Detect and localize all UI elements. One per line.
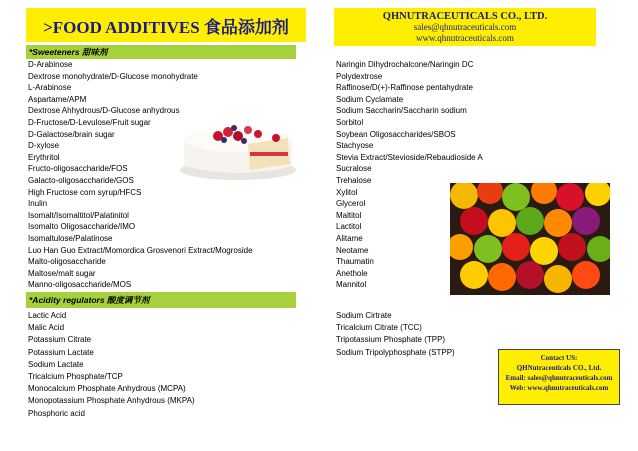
list-item: Fructo-oligosaccharide/FOS <box>28 164 128 174</box>
list-item: Sorbitol <box>336 117 364 127</box>
list-item: Stevia Extract/Stevioside/Rebaudioside A <box>336 152 483 162</box>
list-item: Lactitol <box>336 222 362 232</box>
list-item: Galacto-oligosaccharide/GOS <box>28 175 134 185</box>
list-item: Potassium Lactate <box>28 347 94 357</box>
list-item: D-Arabinose <box>28 60 73 69</box>
list-item: Aspartame/APM <box>28 94 87 104</box>
list-item: Malto-oligosaccharide <box>28 257 106 267</box>
list-item: Sodium Saccharin/Saccharin sodium <box>336 106 467 116</box>
list-item: Phosphoric acid <box>28 408 85 418</box>
list-item: Mannitol <box>336 280 367 290</box>
list-item: Alitame <box>336 233 363 243</box>
list-item: Tricalcium Citrate (TCC) <box>336 323 422 333</box>
list-item: Dextrose Ahhydrous/D-Glucose anhydrous <box>28 106 180 116</box>
header-title-banner <box>26 8 306 42</box>
company-email: sales@qhnutraceuticals.com <box>413 22 517 32</box>
list-item: Isomaltulose/Palatinose <box>28 233 113 243</box>
contact-box <box>498 349 620 405</box>
list-item: Isomalto Oligosaccharide/IMO <box>28 222 136 232</box>
list-item: Sodium Tripolyphosphate (STPP) <box>336 347 455 357</box>
candy-photo <box>450 183 610 295</box>
contact-website: Web: www.qhnutraceuticals.com <box>509 384 609 392</box>
list-item: D-xylose <box>28 141 60 151</box>
list-item: D-Fructose/D-Levulose/Fruit sugar <box>28 117 151 127</box>
list-item: Raffinose/D(+)-Raffinose pentahydrate <box>336 83 473 93</box>
list-item: Lactic Acid <box>28 311 67 320</box>
company-header-banner <box>334 8 596 46</box>
list-item: D-Galactose/brain sugar <box>28 129 115 139</box>
contact-title: Contact US: <box>540 354 578 362</box>
list-item: Naringin Dihydrochalcone/Naringin DC <box>336 60 474 69</box>
list-item: High Fructose corn syrup/HFCS <box>28 187 142 197</box>
list-item: Glycerol <box>336 199 366 209</box>
list-item: Neotame <box>336 245 369 255</box>
list-item: Sodium Cyclamate <box>336 94 404 104</box>
list-item: Maltose/malt sugar <box>28 268 96 278</box>
list-item: Thaumatin <box>336 257 374 267</box>
company-website: www.qhnutraceuticals.com <box>416 33 514 43</box>
list-item: Anethole <box>336 268 368 278</box>
list-item: Erythritol <box>28 152 60 162</box>
contact-company: QHNutraceuticals CO., Ltd. <box>516 364 602 372</box>
list-item: Soybean Oligosaccharides/SBOS <box>336 129 456 139</box>
acidity-right-list <box>336 310 455 359</box>
list-item: Tricalcium Phosphate/TCP <box>28 371 123 381</box>
page-title: >FOOD ADDITIVES 食品添加剂 <box>43 17 289 37</box>
list-item: Sodium Cirtrate <box>336 311 392 320</box>
list-item: Maltitol <box>336 210 362 220</box>
list-item: Sucralose <box>336 164 372 174</box>
list-item: Potassium Citrate <box>28 335 92 345</box>
list-item: Xylitol <box>336 187 358 197</box>
list-item: Tripotassium Phosphate (TPP) <box>336 335 446 345</box>
list-item: Dextrose monohydrate/D-Glucose monohydrate <box>28 71 198 81</box>
list-item: Trehalose <box>336 175 372 185</box>
list-item: Malic Acid <box>28 323 65 333</box>
company-name: QHNUTRACEUTICALS CO., LTD. <box>382 11 548 22</box>
list-item: Manno-oligosaccharide/MOS <box>28 280 132 290</box>
list-item: Monocalcium Phosphate Anhydrous (MCPA) <box>28 384 186 394</box>
list-item: Inulin <box>28 199 48 209</box>
list-item: Sodium Lactate <box>28 359 84 369</box>
list-item: Polydextrose <box>336 71 383 81</box>
list-item: L-Arabinose <box>28 83 72 93</box>
acidity-left-list <box>28 310 195 420</box>
section-heading-sweeteners: *Sweeteners 甜味剂 <box>26 45 296 59</box>
cake-photo <box>178 110 298 182</box>
list-item: Monopotassium Phosphate Anhydrous (MKPA) <box>28 396 195 406</box>
list-item: Luo Han Guo Extract/Momordica Grosvenori Extract/Mogroside <box>28 245 253 255</box>
contact-email: Email: sales@qhnutraceuticals.com <box>505 374 613 382</box>
section-heading-acidity-regulators: *Acidity regulators 酸度调节剂 <box>26 292 296 308</box>
list-item: Stachyose <box>336 141 374 151</box>
list-item: Isomalt/Isomaltitol/Palatinitol <box>28 210 129 220</box>
